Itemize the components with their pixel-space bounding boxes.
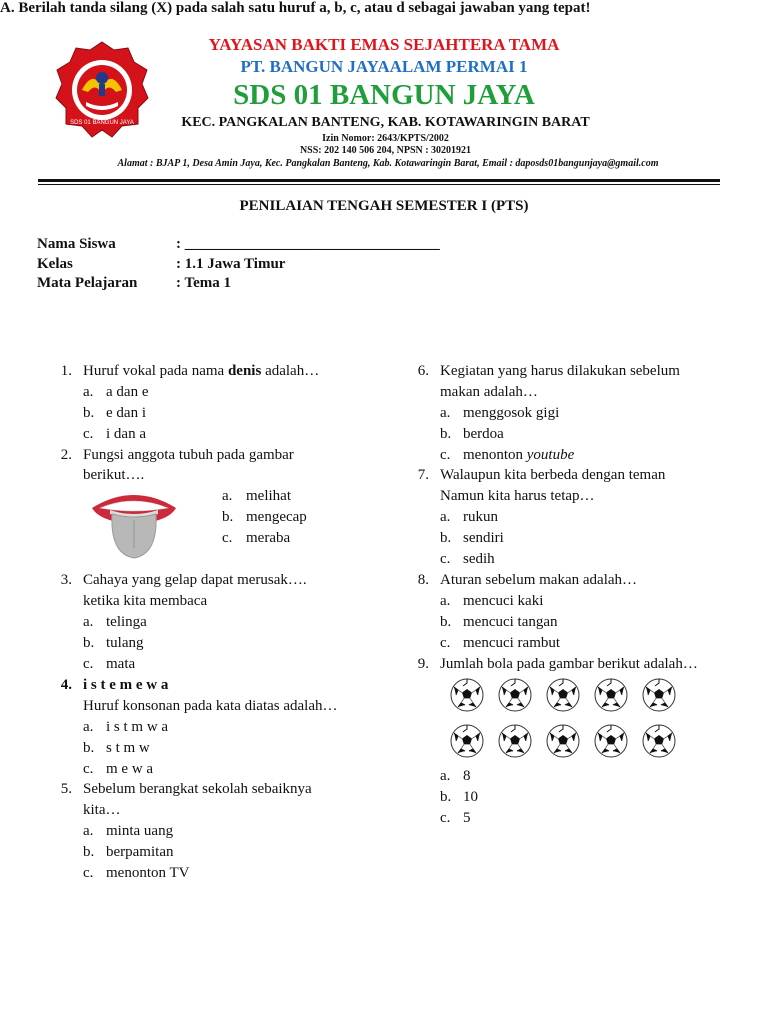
option-letter: c. — [440, 635, 451, 651]
q8-option-b: mencuci tangan — [463, 614, 558, 630]
question-3-line-2: ketika kita membaca — [83, 593, 208, 609]
option-letter: c. — [83, 865, 94, 881]
field-label-class: Kelas — [37, 256, 73, 272]
q6-option-b: berdoa — [463, 426, 504, 442]
question-number: 2. — [60, 447, 72, 463]
foundation-name: YAYASAN BAKTI EMAS SEJAHTERA TAMA — [208, 35, 560, 54]
option-letter: a. — [440, 509, 451, 525]
option-letter: b. — [440, 789, 452, 805]
soccer-ball-icon — [450, 678, 484, 712]
field-value-name: : __________________________________ — [176, 236, 440, 252]
question-4-word: i s t e m e w a — [83, 677, 169, 693]
option-letter: b. — [83, 740, 95, 756]
option-letter: b. — [440, 426, 452, 442]
option-letter: a. — [440, 593, 451, 609]
question-number: 3. — [60, 572, 72, 588]
q5-option-a: minta uang — [106, 823, 174, 839]
question-number: 1. — [60, 363, 72, 379]
company-name: PT. BANGUN JAYAALAM PERMAI 1 — [240, 57, 528, 76]
question-number: 8. — [417, 572, 429, 588]
question-6-line-1: Kegiatan yang harus dilakukan sebelum — [440, 363, 680, 379]
question-7-line-2: Namun kita harus tetap… — [440, 488, 595, 504]
q8-option-a: mencuci kaki — [463, 593, 544, 609]
option-letter: a. — [440, 405, 451, 421]
q5-option-c: menonton TV — [106, 865, 190, 881]
q7-option-a: rukun — [463, 509, 498, 525]
q3-option-c: mata — [106, 656, 136, 672]
question-number: 4. — [60, 677, 72, 693]
question-8-line-1: Aturan sebelum makan adalah… — [440, 572, 638, 588]
soccer-ball-icon — [642, 724, 676, 758]
q2-option-c: meraba — [246, 530, 291, 546]
q9-option-b: 10 — [463, 789, 478, 805]
q5-option-b: berpamitan — [106, 844, 174, 860]
question-number: 6. — [417, 363, 429, 379]
q7-option-b: sendiri — [463, 530, 504, 546]
question-2-line-1: Fungsi anggota tubuh pada gambar — [83, 447, 294, 463]
q2-option-b: mengecap — [246, 509, 307, 525]
question-1-text: Huruf vokal pada nama denis adalah… — [83, 363, 320, 379]
option-letter: c. — [440, 810, 451, 826]
soccer-balls-image — [450, 678, 690, 762]
q1-option-b: e dan i — [106, 405, 146, 421]
soccer-ball-icon — [546, 678, 580, 712]
option-letter: a. — [440, 768, 451, 784]
logo-text: SDS 01 BANGUN JAYA — [67, 54, 137, 82]
school-name: SDS 01 BANGUN JAYA — [233, 79, 535, 111]
q9-option-c: 5 — [463, 810, 471, 826]
soccer-ball-icon — [642, 678, 676, 712]
q2-option-a: melihat — [246, 488, 291, 504]
option-letter: a. — [83, 719, 94, 735]
q4-option-b: s t m w — [106, 740, 150, 756]
question-5-line-2: kita… — [83, 802, 121, 818]
soccer-ball-icon — [450, 724, 484, 758]
option-letter: b. — [83, 635, 95, 651]
option-letter: b. — [440, 530, 452, 546]
option-letter: c. — [83, 656, 94, 672]
option-letter: c. — [222, 530, 233, 546]
q6-option-a: menggosok gigi — [463, 405, 560, 421]
soccer-ball-icon — [546, 724, 580, 758]
permit: Izin Nomor: 2643/KPTS/2002 — [322, 133, 449, 144]
field-label-subject: Mata Pelajaran — [37, 275, 138, 291]
question-9-line-1: Jumlah bola pada gambar berikut adalah… — [440, 656, 698, 672]
option-letter: a. — [83, 614, 94, 630]
q7-option-c: sedih — [463, 551, 495, 567]
district: KEC. PANGKALAN BANTENG, KAB. KOTAWARINGIN BARAT — [181, 115, 590, 130]
option-letter: a. — [83, 384, 94, 400]
instruction: A. Berilah tanda silang (X) pada salah satu huruf a, b, c, atau d sebagai jawaban yang tepat! — [0, 0, 591, 16]
question-number: 5. — [60, 781, 72, 797]
option-letter: b. — [222, 509, 234, 525]
q3-option-b: tulang — [106, 635, 144, 651]
nss-npsn: NSS: 202 140 506 204, NPSN : 30201921 — [299, 145, 472, 156]
option-letter: c. — [440, 447, 451, 463]
exam-title: PENILAIAN TENGAH SEMESTER I (PTS) — [239, 198, 529, 214]
soccer-ball-icon — [594, 724, 628, 758]
logo-caption: SDS 01 BANGUN JAYA — [70, 120, 134, 126]
field-value-subject: : Tema 1 — [176, 275, 232, 291]
question-number: 7. — [417, 467, 429, 483]
question-4-line-2: Huruf konsonan pada kata diatas adalah… — [83, 698, 338, 714]
option-letter: c. — [83, 761, 94, 777]
address: Alamat : BJAP 1, Desa Amin Jaya, Kec. Pangkalan Banteng, Kab. Kotawaringin Barat, Email : daposds01bangunjaya@gmail.com — [117, 158, 659, 169]
q4-option-a: i s t m w a — [106, 719, 169, 735]
field-label-name: Nama Siswa — [37, 236, 116, 252]
question-5-line-1: Sebelum berangkat sekolah sebaiknya — [83, 781, 312, 797]
q6-option-c: menonton youtube — [463, 447, 575, 463]
option-letter: a. — [222, 488, 233, 504]
question-number: 9. — [417, 656, 429, 672]
q4-option-c: m e w a — [106, 761, 154, 777]
header-divider-thick — [38, 179, 720, 182]
q1-option-a: a dan e — [106, 384, 149, 400]
option-letter: c. — [440, 551, 451, 567]
question-2-line-2: berikut…. — [83, 467, 145, 483]
tongue-image — [88, 488, 180, 560]
q9-option-a: 8 — [463, 768, 471, 784]
question-3-line-1: Cahaya yang gelap dapat merusak…. — [83, 572, 307, 588]
option-letter: b. — [440, 614, 452, 630]
field-value-class: : 1.1 Jawa Timur — [176, 256, 286, 272]
question-7-line-1: Walaupun kita berbeda dengan teman — [440, 467, 666, 483]
q8-option-c: mencuci rambut — [463, 635, 561, 651]
soccer-ball-icon — [498, 678, 532, 712]
option-letter: b. — [83, 844, 95, 860]
q3-option-a: telinga — [106, 614, 147, 630]
q1-option-c: i dan a — [106, 426, 146, 442]
option-letter: b. — [83, 405, 95, 421]
question-6-line-2: makan adalah… — [440, 384, 538, 400]
header-divider-thin — [38, 184, 720, 185]
option-letter: a. — [83, 823, 94, 839]
soccer-ball-icon — [498, 724, 532, 758]
soccer-ball-icon — [594, 678, 628, 712]
option-letter: c. — [83, 426, 94, 442]
